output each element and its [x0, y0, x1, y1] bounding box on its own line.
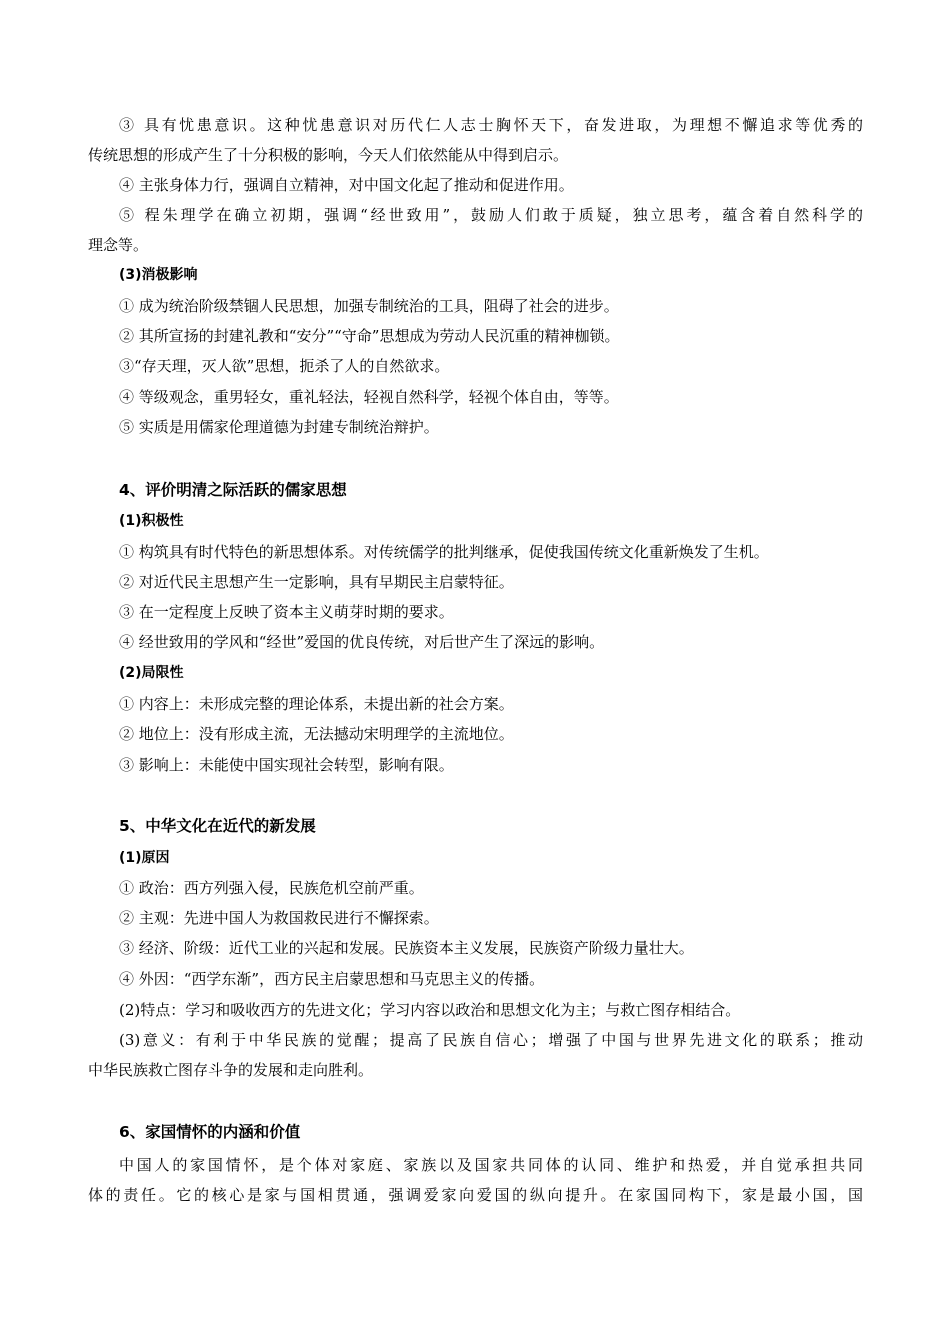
paragraph-line: 理念等。 — [88, 236, 149, 254]
section-heading: 4、评价明清之际活跃的儒家思想 — [119, 481, 347, 499]
subheading: (2)局限性 — [119, 665, 184, 681]
list-item: ② 地位上：没有形成主流，无法撼动宋明理学的主流地位。 — [119, 725, 514, 743]
list-item: ⑤ 实质是用儒家伦理道德为封建专制统治辩护。 — [119, 418, 439, 436]
list-item: ③ 在一定程度上反映了资本主义萌芽时期的要求。 — [119, 603, 454, 621]
list-item: ① 构筑具有时代特色的新思想体系。对传统儒学的批判继承，促使我国传统文化重新焕发了生机。 — [119, 543, 769, 561]
paragraph-line: 体的责任。它的核心是家与国相贯通，强调爱家向爱国的纵向提升。在家国同构下，家是最小国，国 — [88, 1186, 863, 1204]
list-item: ② 对近代民主思想产生一定影响，具有早期民主启蒙特征。 — [119, 573, 514, 591]
list-item: ③ 经济、阶级：近代工业的兴起和发展。民族资本主义发展，民族资产阶级力量壮大。 — [119, 939, 694, 957]
paragraph-line: ③ 具有忧患意识。这种忧患意识对历代仁人志士胸怀天下，奋发进取，为理想不懈追求等优秀的 — [119, 116, 863, 134]
subheading: (1)积极性 — [119, 513, 184, 529]
list-item: ③ 影响上：未能使中国实现社会转型，影响有限。 — [119, 756, 454, 774]
list-item: ② 主观：先进中国人为救国救民进行不懈探索。 — [119, 909, 439, 927]
list-item: ① 成为统治阶级禁锢人民思想，加强专制统治的工具，阻碍了社会的进步。 — [119, 297, 619, 315]
list-item: ④ 等级观念，重男轻女，重礼轻法，轻视自然科学，轻视个体自由，等等。 — [119, 388, 619, 406]
subheading: (1)原因 — [119, 850, 170, 866]
list-item: ② 其所宣扬的封建礼教和“安分”“守命”思想成为劳动人民沉重的精神枷锁。 — [119, 327, 620, 345]
subheading: (3)消极影响 — [119, 267, 198, 283]
list-item: ① 内容上：未形成完整的理论体系，未提出新的社会方案。 — [119, 695, 514, 713]
section-heading: 6、家国情怀的内涵和价值 — [119, 1123, 301, 1141]
list-item: ④ 经世致用的学风和“经世”爱国的优良传统，对后世产生了深远的影响。 — [119, 633, 605, 651]
paragraph-line: 中国人的家国情怀，是个体对家庭、家族以及国家共同体的认同、维护和热爱，并自觉承担共同 — [119, 1156, 863, 1174]
paragraph-line: 传统思想的形成产生了十分积极的影响，今天人们依然能从中得到启示。 — [88, 146, 569, 164]
paragraph-line: (2)特点：学习和吸收西方的先进文化；学习内容以政治和思想文化为主；与救亡图存相结合。 — [119, 1001, 741, 1019]
list-item: ④ 外因：“西学东渐”，西方民主启蒙思想和马克思主义的传播。 — [119, 970, 545, 988]
list-item: ① 政治：西方列强入侵，民族危机空前严重。 — [119, 879, 424, 897]
paragraph-line: ⑤ 程朱理学在确立初期，强调“经世致用”，鼓励人们敢于质疑，独立思考，蕴含着自然科学的 — [119, 206, 863, 224]
paragraph-line: ④ 主张身体力行，强调自立精神，对中国文化起了推动和促进作用。 — [119, 176, 574, 194]
list-item: ③“存天理，灭人欲”思想，扼杀了人的自然欲求。 — [119, 357, 450, 375]
paragraph-line: (3)意义：有利于中华民族的觉醒；提高了民族自信心；增强了中国与世界先进文化的联系；推动 — [119, 1031, 863, 1049]
section-heading: 5、中华文化在近代的新发展 — [119, 817, 316, 835]
paragraph-line: 中华民族救亡图存斗争的发展和走向胜利。 — [88, 1061, 374, 1079]
